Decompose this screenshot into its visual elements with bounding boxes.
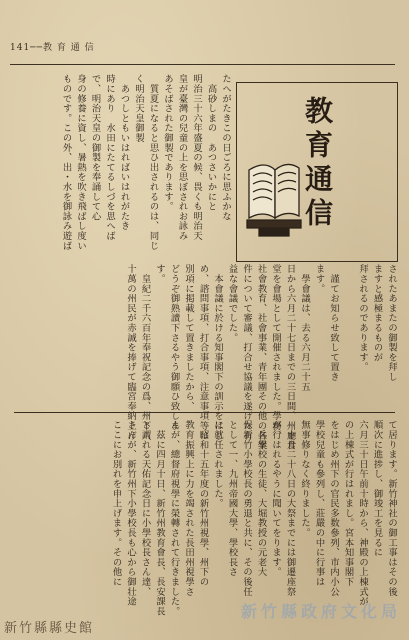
book-illustration	[245, 140, 303, 240]
article-column-middle: されたあまたの御製を拜し ますと感極まるものが 拜されるのであります。 謹てお知らせ致して置き ます。 學會議は、去る六月二十五 日から六月二十七日までの三日間、州廳食 堂を會場として開催されました。學務、 社會教育、社會事業、青年團その他の各案 件について審議、打合せ協議を遂げた有 益な會議でした。 本會議に於ける知事閣下の訓示をはじ め、諮問事項、打合事項、注意事項等は 別項に掲載して置きましたから、 どうぞ御熟讀下さるやう御願ひ致しま す。 皇紀二千六百年奉祝記念の爲、州下八 十萬の州民が赤誠を捧げて臨宮奉納上げ	[125, 264, 397, 451]
page-header: 141──教 育 通 信	[10, 43, 95, 53]
page-title: 教育通信	[301, 96, 334, 232]
archive-watermark: 新竹縣政府文化局	[240, 602, 401, 621]
article-column-top: たへがたきこの日ごろに思ふかな 高砂しまの あつさいかにと 明治三十六年盛夏の候、畏くも明治天 皇が臺灣の兒童の上を思ぼされお詠み あそばされた御製であります。 質夏になると思ひ出されるのは、同じ く明治天皇御製 あつしともいはればいはれがたき 時にあり 水田にたてるしづを思へば で、明治天皇の御製を奉誦して心 身の修養に資し、暑熱を吹き飛ばし度い ものです。この外、出・水を御詠み遊ば	[60, 74, 231, 251]
section-divider	[14, 412, 395, 413]
article-column-bottom: て居ります。新竹神社の御工事はその後 順次に進捗し、御竣工を見るに 六月三十日午前十時から、神殿の上棟式が の上棟式が行はれまし。宮本知事閣下 をはじめ州下の官民多数參列、市内小公 學校兒童も參列し、莊嚴の中に行事は 無事修りなく終りました。 十月二十八日の大祭までには御遷座祭 が行はれるやうに聞いてをります。 兵學校の生徒、大堀教授の元老大 保新竹小學校長の勇退と共に、その後任 として一、九州帝國大學、學校長さ に就任されました。 昭和十五年度の新竹州視學、州下の 教育振興上に力を竭された長田州視學さ んが、總督府視學に榮轉されて行きました。 茲に四月十日、新竹州教育會長、長安課長 と謂れる天佑記念日に小學校長さん達、 さんが、新竹州下小學校長も心から御壮途 ここにお別れを申上げます。その他に	[110, 420, 397, 616]
library-stamp: 新竹縣縣史館	[4, 621, 95, 636]
header-rule	[10, 64, 395, 65]
